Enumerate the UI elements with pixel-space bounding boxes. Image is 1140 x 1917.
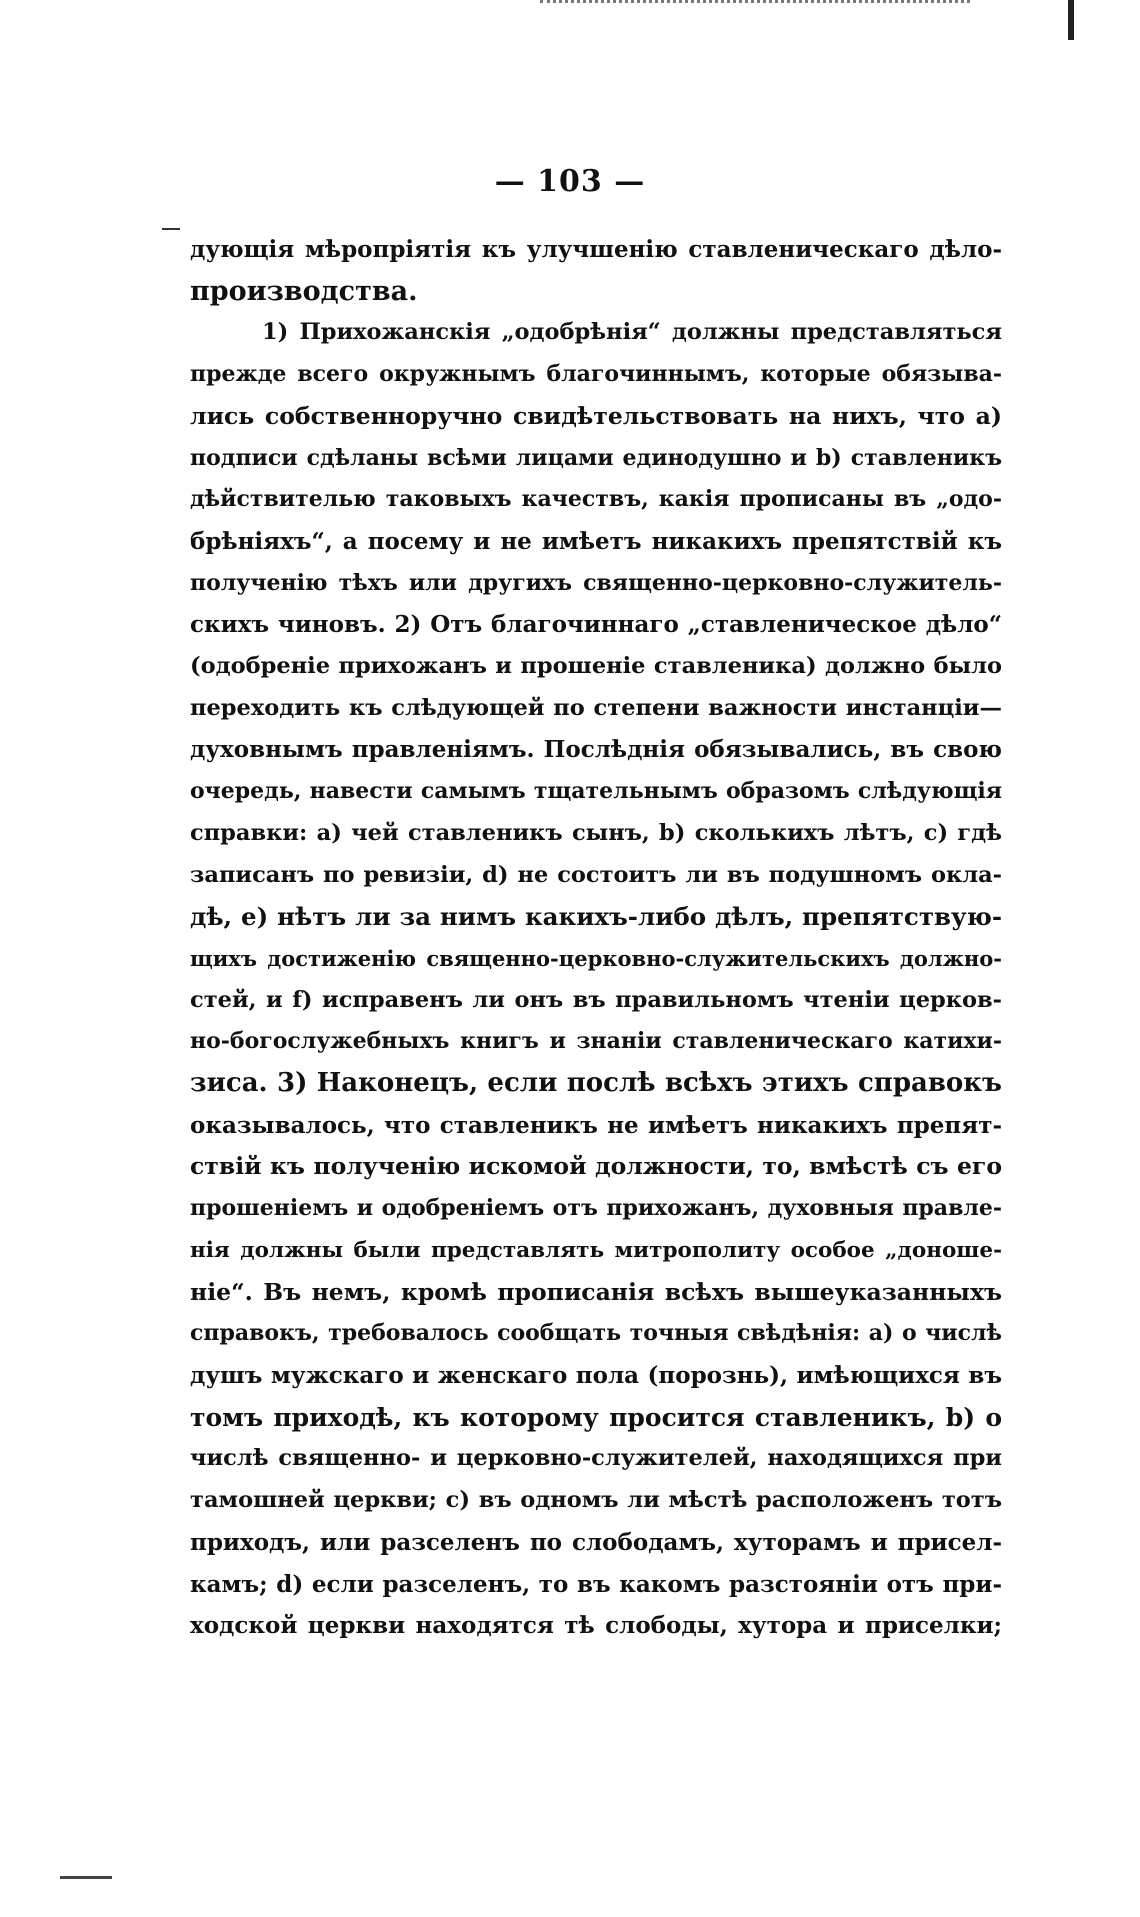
text-line: дѣйствителью таковыхъ качествъ, какія прописаны въ „одо- (190, 486, 1002, 513)
text-line: духовнымъ правленіямъ. Послѣднія обязывались, въ свою (190, 736, 1002, 764)
text-line: (одобреніе прихожанъ и прошеніе ставленика) должно было (190, 653, 1002, 680)
text-line: дующія мѣропріятія къ улучшенію ставленическаго дѣло- (190, 236, 1002, 263)
text-line: щихъ достиженію священно-церковно-служительскихъ должно- (190, 945, 1002, 971)
text-line: справокъ, требовалось сообщать точныя свѣдѣнія: а) о числѣ (190, 1320, 1002, 1347)
margin-mark (162, 228, 180, 230)
text-line: но-богослужебныхъ книгъ и знаніи ставленическаго катихи- (190, 1028, 1002, 1055)
text-line: записанъ по ревизіи, d) не состоитъ ли въ подушномъ окла- (190, 861, 1002, 888)
top-edge-dots (540, 0, 970, 7)
text-line: стей, и f) исправенъ ли онъ въ правильномъ чтеніи церков- (190, 986, 1002, 1013)
text-line: прежде всего окружнымъ благочиннымъ, которые обязыва- (190, 361, 1002, 388)
text-line: полученію тѣхъ или другихъ священно-церковно-служитель- (190, 569, 1002, 596)
text-line: производства. (190, 275, 418, 307)
bottom-margin-mark (60, 1876, 112, 1879)
text-line: нія должны были представлять митрополиту особое „доноше- (190, 1237, 1002, 1263)
body-text (190, 229, 1002, 1647)
text-line: скихъ чиновъ. 2) Отъ благочиннаго „ставленическое дѣло“ (190, 611, 1002, 639)
text-line: подписи сдѣланы всѣми лицами единодушно и b) ставленикъ (190, 444, 1002, 471)
text-line: оказывалось, что ставленикъ не имѣетъ никакихъ препят- (190, 1111, 1002, 1139)
text-line: лись собственноручно свидѣтельствовать на нихъ, что а) (190, 401, 1002, 430)
page-number: — 103 — (494, 164, 646, 199)
text-line: томъ приходѣ, къ которому просится ставленикъ, b) о (190, 1402, 1002, 1432)
top-right-rule (1068, 0, 1074, 40)
text-line: ніе“. Въ немъ, кромѣ прописанія всѣхъ вышеуказанныхъ (190, 1277, 1002, 1306)
text-line: зиса. 3) Наконецъ, если послѣ всѣхъ этихъ справокъ (190, 1068, 1002, 1099)
text-line: очередь, навести самымъ тщательнымъ образомъ слѣдующія (190, 778, 1002, 805)
text-line: дѣ, е) нѣтъ ли за нимъ какихъ-либо дѣлъ, препятствую- (190, 902, 1002, 932)
text-line: приходъ, или разселенъ по слободамъ, хуторамъ и присел- (190, 1528, 1002, 1556)
text-line: ствій къ полученію искомой должности, то, вмѣстѣ съ его (190, 1152, 1002, 1181)
text-line: ходской церкви находятся тѣ слободы, хутора и приселки; (190, 1612, 1002, 1640)
text-line: числѣ священно- и церковно-служителей, находящихся при (190, 1445, 1002, 1472)
text-line: переходить къ слѣдующей по степени важности инстанціи— (190, 694, 1002, 721)
text-line: справки: а) чей ставленикъ сынъ, b) сколькихъ лѣтъ, с) гдѣ (190, 819, 1002, 846)
text-line: камъ; d) если разселенъ, то въ какомъ разстояніи отъ при- (190, 1570, 1002, 1598)
text-line: прошеніемъ и одобреніемъ отъ прихожанъ, духовныя правле- (190, 1195, 1002, 1222)
text-line: тамошней церкви; с) въ одномъ ли мѣстѣ расположенъ тотъ (190, 1487, 1002, 1514)
text-line: душъ мужскаго и женскаго пола (порознь), имѣющихся въ (190, 1361, 1002, 1389)
text-line: 1) Прихожанскія „одобрѣнія“ должны представляться (262, 319, 1002, 346)
text-line: брѣніяхъ“, а посему и не имѣетъ никакихъ препятствій къ (190, 527, 1002, 555)
